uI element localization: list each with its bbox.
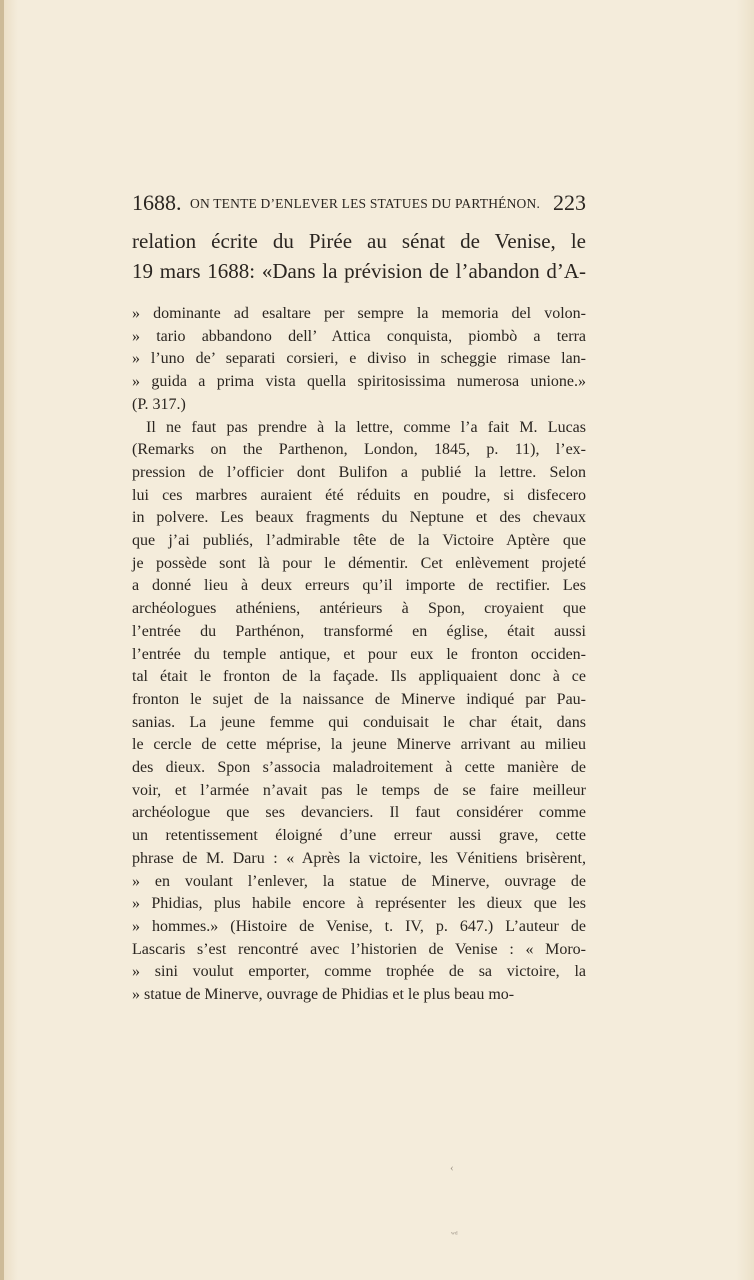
lead-paragraph	[132, 226, 586, 286]
running-header	[132, 190, 586, 220]
text-line: » dominante ad esaltare per sempre la memoria del volon-	[132, 305, 586, 322]
header-year: 1688.	[132, 190, 182, 215]
text-line: le cercle de cette méprise, la jeune Minerve arrivant au milieu	[132, 736, 586, 754]
text-line: in polvere. Les beaux fragments du Neptune et des chevaux	[132, 509, 586, 527]
text-line: » tario abbandono dell’ Attica conquista, piombò a terra	[132, 327, 586, 345]
header-title: ON TENTE D’ENLEVER LES STATUES DU PARTHÉNON.	[190, 196, 541, 211]
text-line: » guida a prima vista quella spiritosissima numerosa unione.»	[132, 373, 586, 391]
page-gutter-shadow	[0, 0, 4, 1280]
text-line: Lascaris s’est rencontré avec l’historien de Venise : « Moro-	[132, 940, 586, 958]
margin-mark: ‹	[450, 1162, 454, 1174]
lead-line: relation écrite du Pirée au sénat de Venise, le	[132, 229, 586, 253]
text-line: (P. 317.)	[132, 395, 186, 413]
text-line: » hommes.» (Histoire de Venise, t. IV, p. 647.) L’auteur de	[132, 917, 586, 935]
margin-mark: ʷᵈ	[451, 1229, 458, 1239]
text-line: que j’ai publiés, l’admirable tête de la Victoire Aptère que	[132, 532, 586, 550]
page-number: 223	[553, 190, 586, 215]
text-line: voir, et l’armée n’avait pas le temps de se faire meilleur	[132, 781, 586, 799]
text-line: » l’uno de’ separati corsieri, e diviso in scheggie rimase lan-	[132, 350, 586, 368]
text-line: je possède sont là pour le démentir. Cet enlèvement projeté	[132, 554, 586, 572]
text-line: l’entrée du temple antique, et pour eux le fronton occiden-	[132, 645, 586, 663]
text-line: un retentissement éloigné d’une erreur aussi grave, cette	[132, 827, 586, 845]
text-line: lui ces marbres auraient été réduits en poudre, si disfecero	[132, 486, 586, 504]
text-line: Il ne faut pas prendre à la lettre, comme l’a fait M. Lucas	[146, 418, 586, 436]
text-line: a donné lieu à deux erreurs qu’il importe de rectifier. Les	[132, 577, 586, 595]
text-line: sanias. La jeune femme qui conduisait le char était, dans	[132, 713, 586, 731]
body-text	[132, 303, 586, 1007]
text-line: archéologue que ses devanciers. Il faut considérer comme	[132, 804, 586, 822]
text-line: » en voulant l’enlever, la statue de Minerve, ouvrage de	[132, 872, 586, 890]
text-line: » statue de Minerve, ouvrage de Phidias et le plus beau mo-	[132, 986, 515, 1004]
text-line: l’entrée du Parthénon, transformé en église, était aussi	[132, 622, 586, 640]
text-line: (Remarks on the Parthenon, London, 1845, p. 11), l’ex-	[132, 441, 586, 459]
text-line: des dieux. Spon s’associa maladroitement à cette manière de	[132, 759, 586, 777]
lead-line: 19 mars 1688: «Dans la prévision de l’abandon d’A-	[132, 259, 586, 283]
text-line: tal était le fronton de la façade. Ils appliquaient donc à ce	[132, 668, 586, 686]
text-line: » sini voulut emporter, comme trophée de sa victoire, la	[132, 963, 586, 981]
text-line: phrase de M. Daru : « Après la victoire, les Vénitiens brisèrent,	[132, 849, 586, 867]
text-line: » Phidias, plus habile encore à représenter les dieux que les	[132, 895, 586, 913]
text-line: fronton le sujet de la naissance de Minerve indiqué par Pau-	[132, 690, 586, 708]
text-line: archéologues athéniens, antérieurs à Spon, croyaient que	[132, 600, 586, 618]
text-line: pression de l’officier dont Bulifon a publié la lettre. Selon	[132, 463, 586, 481]
